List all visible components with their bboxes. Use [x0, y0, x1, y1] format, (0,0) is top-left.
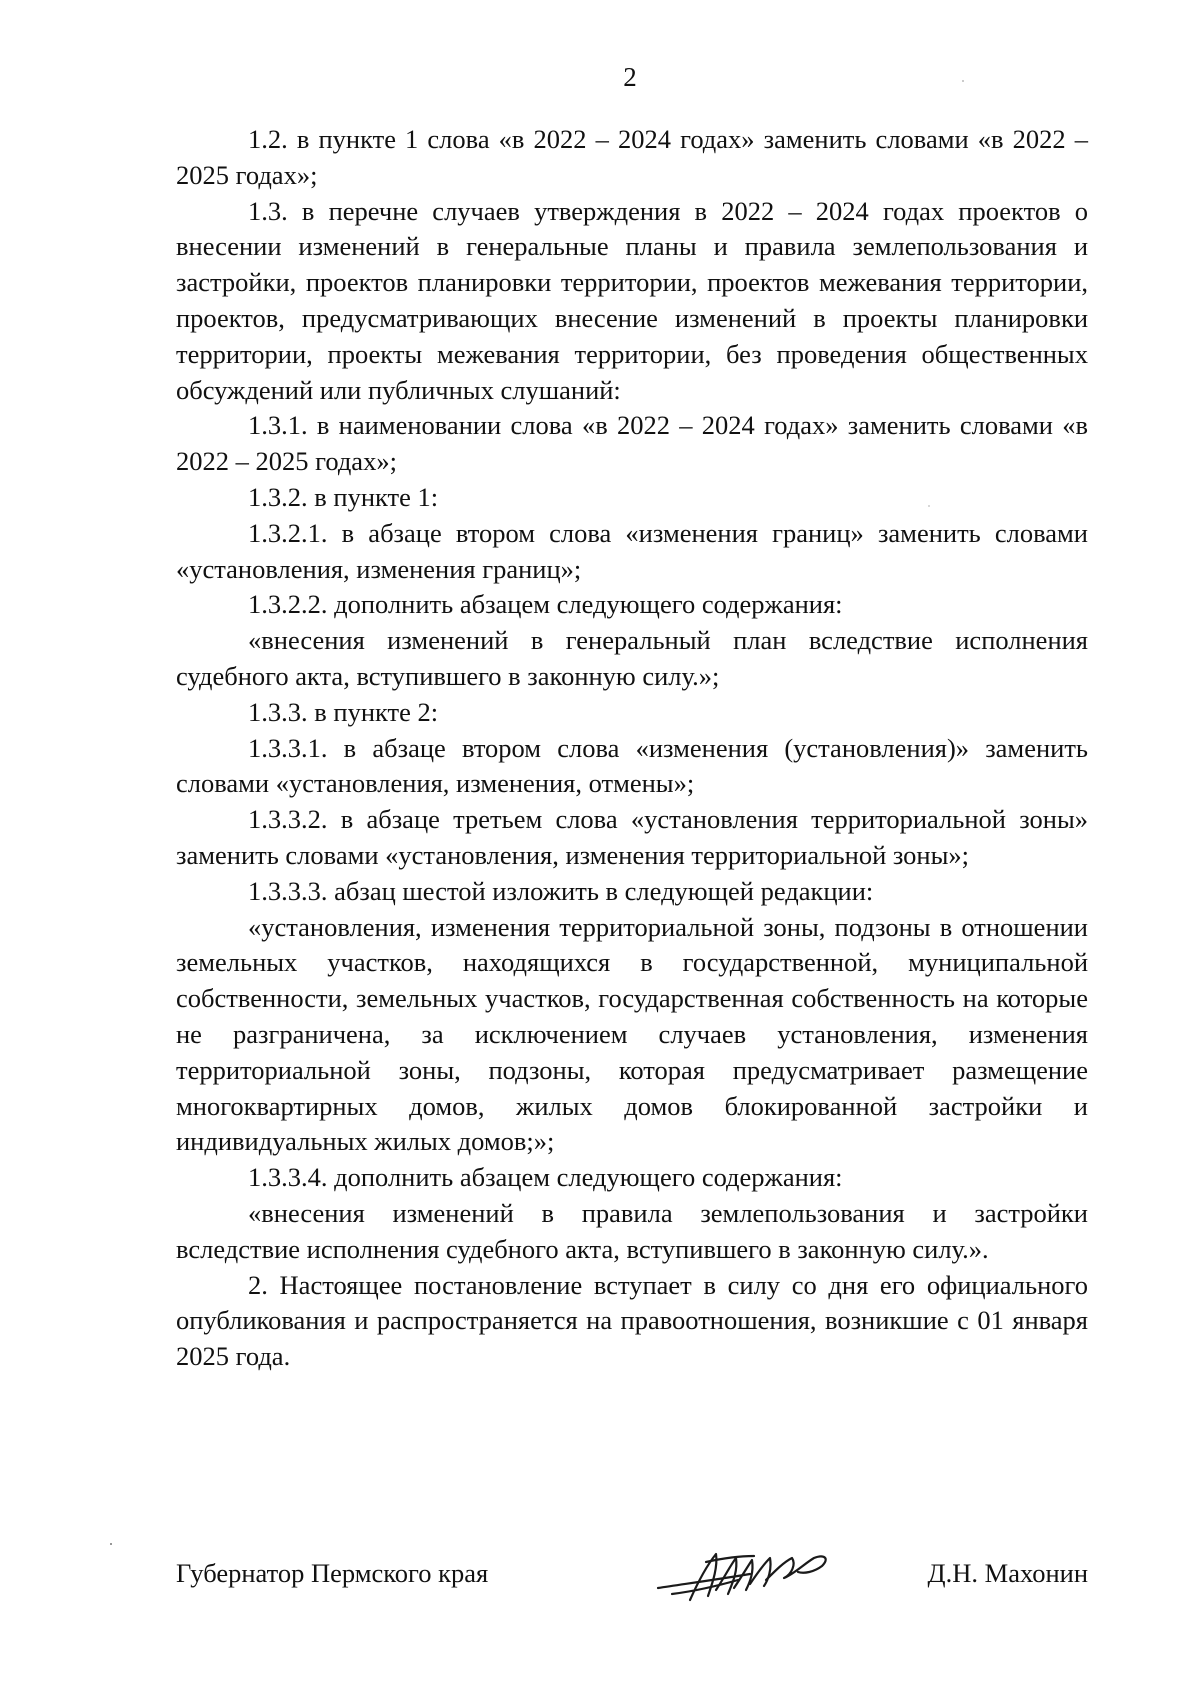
paragraph-1-3-3: 1.3.3. в пункте 2: [248, 696, 439, 727]
paragraph-1-3-3-1: 1.3.3.1. в абзаце втором слова «изменения (установления)» заменить словами «установления, изменения, отмены»; [176, 732, 1088, 799]
paragraph-1-3-3-3: 1.3.3.3. абзац шестой изложить в следующей редакции: [248, 875, 874, 906]
paragraph-2: 2. Настоящее постановление вступает в силу со дня его официального опубликования и распространяется на правоотношения, возникшие с 01 января 2025 года. [176, 1269, 1088, 1372]
document-body [176, 122, 1088, 1375]
paragraph-1-3-3-4: 1.3.3.4. дополнить абзацем следующего содержания: [248, 1162, 843, 1193]
paragraph-1-3-2-2: 1.3.2.2. дополнить абзацем следующего содержания: [248, 589, 843, 620]
scan-speck [110, 1543, 112, 1545]
quoted-paragraph-general-plan: «внесения изменений в генеральный план вследствие исполнения судебного акта, вступившего в законную силу.»; [176, 625, 1088, 691]
paragraph-1-3-3-2: 1.3.3.2. в абзаце третьем слова «установления территориальной зоны» заменить словами «установления, изменения территориальной зоны»; [176, 804, 1088, 870]
signature-block [176, 1544, 1088, 1604]
paragraph-1-3-2-1: 1.3.2.1. в абзаце втором слова «изменения границ» заменить словами «установления, изменения границ»; [176, 517, 1088, 584]
paragraph-1-3-2: 1.3.2. в пункте 1: [248, 481, 439, 512]
quoted-paragraph-land-use-rules: «внесения изменений в правила землепользования и застройки вследствие исполнения судебного акта, вступившего в законную силу.». [176, 1197, 1088, 1264]
paragraph-1-2: 1.2. в пункте 1 слова «в 2022 – 2024 годах» заменить словами «в 2022 – 2025 годах»; [176, 124, 1088, 190]
paragraph-1-3: 1.3. в перечне случаев утверждения в 2022 – 2024 годах проектов о внесении изменений в генеральные планы и правила землепользования и застройки, проектов планировки территории, проектов межевания территории, проектов, предусматривающих внесение изменений в проекты планировки территории, проекты межевания территории, без проведения общественных обсуждений или публичных слушаний: [176, 195, 1088, 405]
paragraph-1-3-1: 1.3.1. в наименовании слова «в 2022 – 2024 годах» заменить словами «в 2022 – 2025 годах»; [176, 410, 1088, 477]
signatory-name: Д.Н. Махонин [927, 1558, 1088, 1588]
scan-speck [928, 505, 930, 507]
quoted-paragraph-zone: «установления, изменения территориальной зоны, подзоны в отношении земельных участков, находящихся в государственной, муниципальной собственности, земельных участков, государственная собственность на которые не разграничена, за исключением случаев установления, изменения территориальной зоны, подзоны, которая предусматривает размещение многоквартирных домов, жилых домов блокированной застройки и индивидуальных жилых домов;»; [176, 911, 1088, 1157]
handwritten-signature [654, 1544, 844, 1614]
scan-speck [962, 80, 964, 82]
page-number: 2 [623, 62, 637, 92]
signatory-position: Губернатор Пермского края [176, 1558, 489, 1588]
